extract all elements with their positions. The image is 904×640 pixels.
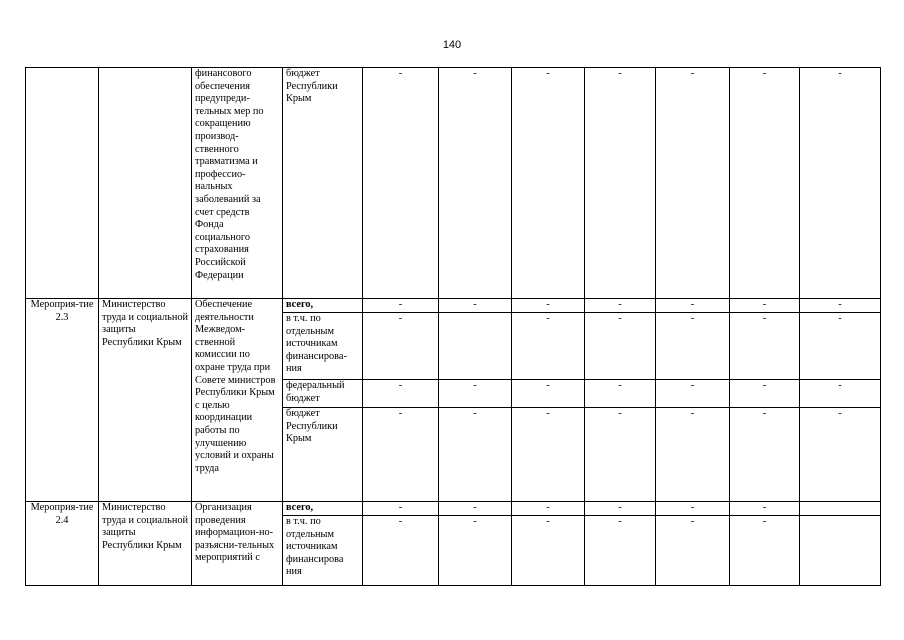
value-cell: - — [656, 68, 730, 299]
source-total: всего, — [283, 299, 363, 313]
source-by-type: в т.ч. по отдельным источникам финансирова-ния — [283, 313, 363, 380]
value-cell: - — [800, 299, 881, 313]
value-cell: - — [439, 299, 512, 313]
budget-table — [25, 67, 881, 586]
value-cell: - — [512, 313, 585, 380]
value-cell: - — [512, 299, 585, 313]
source-cell: бюджет Республики Крым — [283, 68, 363, 299]
value-cell: - — [363, 299, 439, 313]
value-cell: - — [800, 68, 881, 299]
value-cell: - — [585, 502, 656, 516]
value-cell: - — [730, 516, 800, 586]
value-cell: - — [730, 408, 800, 502]
value-cell: - — [512, 408, 585, 502]
source-federal: федеральный бюджет — [283, 380, 363, 408]
value-cell: - — [512, 516, 585, 586]
value-cell — [439, 313, 512, 380]
value-cell: - — [439, 502, 512, 516]
value-cell: - — [512, 502, 585, 516]
value-cell: - — [730, 299, 800, 313]
description-cell: финансового обеспечения предупреди-тельных мер по сокращению производ-ственного травматизма и профессио-нальных заболеваний за счет средств Фонда социального страхования Российской Федерации — [192, 68, 283, 299]
value-cell: - — [656, 516, 730, 586]
value-cell: - — [585, 516, 656, 586]
table-row — [26, 299, 881, 313]
value-cell: - — [512, 68, 585, 299]
value-cell: - — [730, 380, 800, 408]
value-cell: - — [585, 380, 656, 408]
value-cell: - — [363, 516, 439, 586]
description: Обеспечение деятельности Межведом-ственной комиссии по охране труда при Совете министров Республики Крым с целью координации работы по улучшению условий и охраны труда — [192, 299, 283, 502]
value-cell: - — [439, 408, 512, 502]
value-cell: - — [585, 313, 656, 380]
value-cell: - — [730, 313, 800, 380]
value-cell: - — [439, 516, 512, 586]
value-cell: - — [439, 68, 512, 299]
value-cell: - — [585, 299, 656, 313]
value-cell: - — [656, 313, 730, 380]
event-name: Мероприя-тие 2.3 — [26, 299, 99, 502]
table-row — [26, 502, 881, 516]
executor: Министерство труда и социальной защиты Республики Крым — [99, 502, 192, 586]
value-cell: - — [656, 380, 730, 408]
table-row — [26, 68, 881, 299]
value-cell: - — [585, 68, 656, 299]
value-cell — [800, 516, 881, 586]
value-cell: - — [363, 408, 439, 502]
value-cell: - — [800, 380, 881, 408]
value-cell: - — [585, 408, 656, 502]
value-cell: - — [363, 380, 439, 408]
executor-cell — [99, 68, 192, 299]
value-cell: - — [656, 299, 730, 313]
page-number: 140 — [442, 39, 462, 51]
value-cell: - — [730, 68, 800, 299]
value-cell: - — [363, 502, 439, 516]
description: Организация проведения информацион-но-разъясни-тельных мероприятий с — [192, 502, 283, 586]
source-regional: бюджет Республики Крым — [283, 408, 363, 502]
value-cell: - — [656, 502, 730, 516]
value-cell: - — [439, 380, 512, 408]
value-cell: - — [656, 408, 730, 502]
value-cell: - — [730, 502, 800, 516]
source-by-type: в т.ч. по отдельным источникам финансирова ния — [283, 516, 363, 586]
value-cell: - — [512, 380, 585, 408]
value-cell: - — [363, 68, 439, 299]
event-name: Мероприя-тие 2.4 — [26, 502, 99, 586]
executor: Министерство труда и социальной защиты Республики Крым — [99, 299, 192, 502]
value-cell — [800, 502, 881, 516]
source-total: всего, — [283, 502, 363, 516]
value-cell: - — [800, 408, 881, 502]
value-cell: - — [800, 313, 881, 380]
value-cell: - — [363, 313, 439, 380]
event-cell — [26, 68, 99, 299]
